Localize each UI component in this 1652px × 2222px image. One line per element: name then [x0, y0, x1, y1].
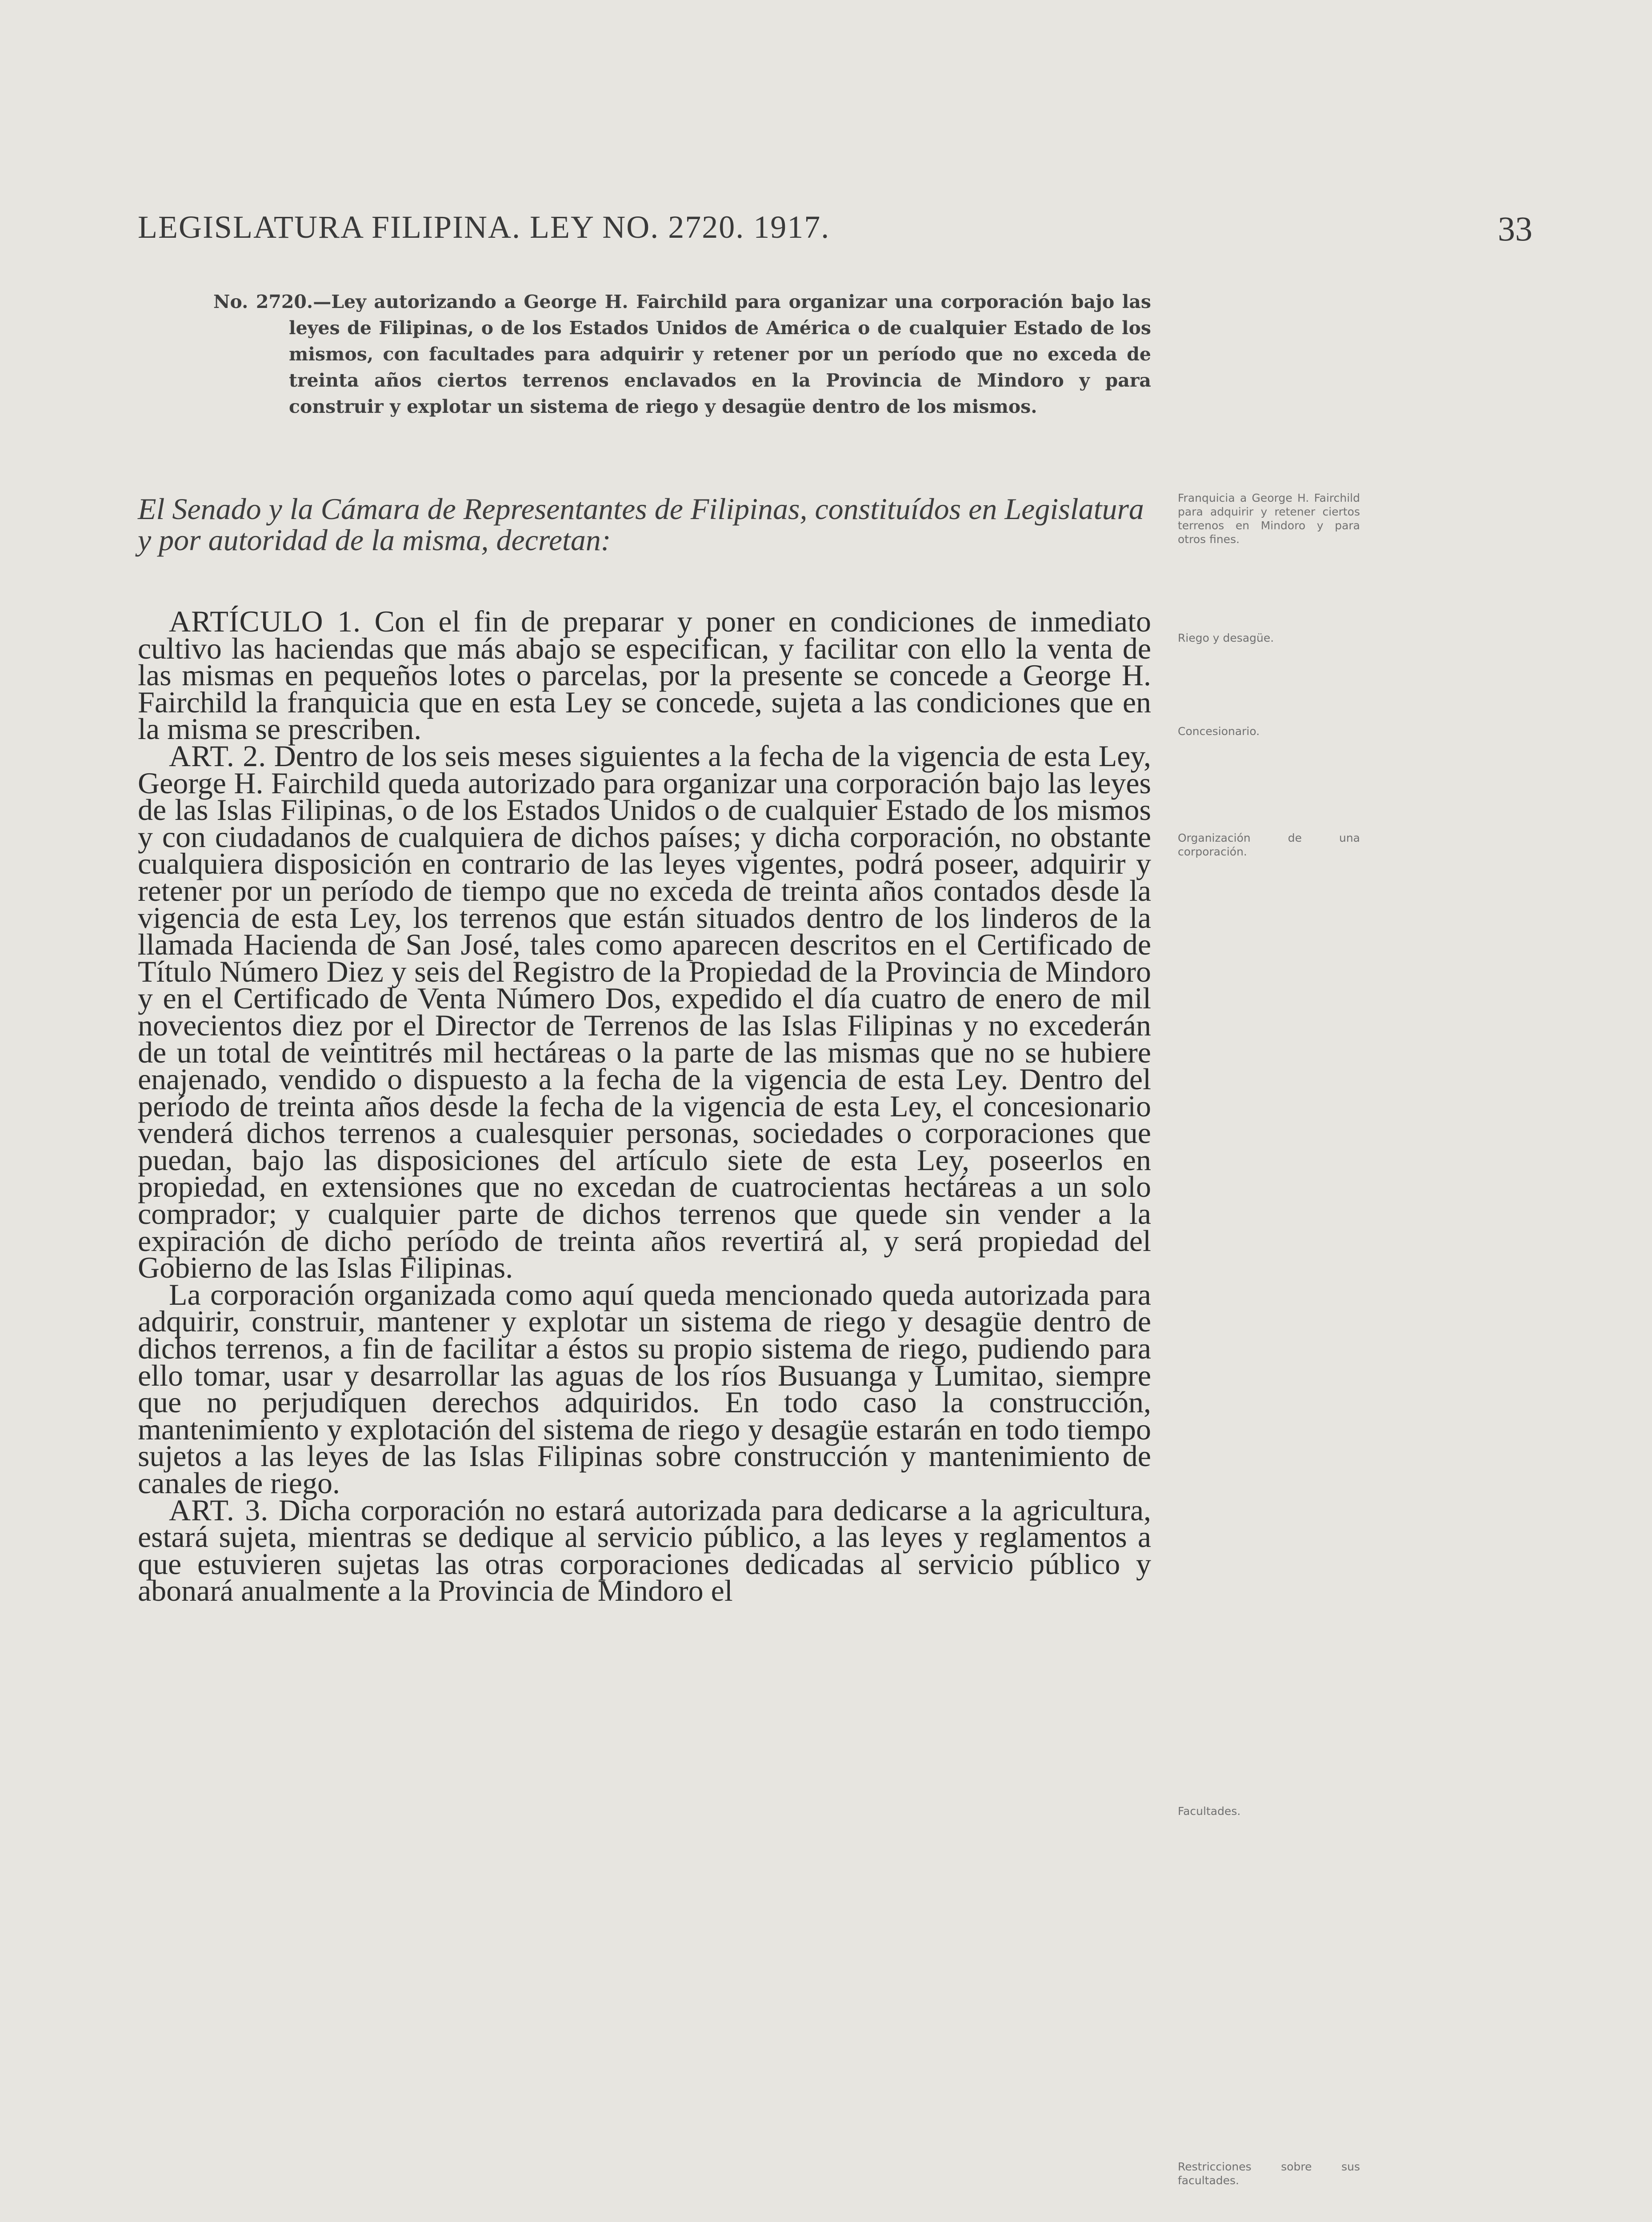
running-header: LEGISLATURA FILIPINA. LEY NO. 2720. 1917. [138, 209, 830, 245]
article-2 [138, 739, 1152, 1285]
article-2-paragraph-2 [138, 1277, 1151, 1500]
article-label: ART. 3. [169, 1493, 269, 1527]
margin-note-riego: Riego y desagüe. [1178, 631, 1274, 644]
article-text: Dicha corporación no estará autorizada para dedicarse a la agricultura, estará sujeta, mientras se dedique al servicio público, a las leyes y reglamentos a que estuvieren sujetas las otras corporaciones dedicadas al servicio público y abonará anualmente a la Provincia de Mindoro el [138, 1493, 1152, 1608]
article-text: La corporación organizada como aquí queda mencionado queda autorizada para adquirir, construir, mantener y explotar un sistema de riego y desagüe dentro de dichos terrenos, a fin de facilitar a éstos su propio sistema de riego, pudiendo para ello tomar, usar y desarrollar las aguas de los ríos Busuanga y Lumitao, siempre que no perjudiquen derechos adquiridos. En todo caso la construcción, mantenimiento y explotación del sistema de riego y desagüe estarán en todo tiempo sujetos a las leyes de las Islas Filipinas sobre construcción y mantenimiento de canales de riego. [138, 1277, 1151, 1500]
margin-note-restricciones: Restricciones sobre sus facultades. [1178, 2160, 1360, 2187]
article-text: Dentro de los seis meses siguientes a la fecha de la vigencia de esta Ley, George H. Fairchild queda autorizado para organizar una corporación bajo las leyes de las Islas Filipinas, o de los Estados Unidos o de cualquier Estado de los mismos y con ciudadanos de cualquiera de dichos países; y dicha corporación, no obstante cualquiera disposición en contrario de las leyes vigentes, podrá poseer, adquirir y retener por un período de tiempo que no exceda de treinta años contados desde la vigencia de esta Ley, los terrenos que están situados dentro de los linderos de la llamada Hacienda de San José, tales como aparecen descritos en el Certificado de Título Número Diez y seis del Registro de la Propiedad de la Provincia de Mindoro y en el Certificado de Venta Número Dos, expedido el día cuatro de enero de mil novecientos diez por el Director de Terrenos de las Islas Filipinas y no excederán de un total de veintitrés mil hectáreas o la parte de las mismas que no se hubiere enajenado, vendido o dispuesto a la fecha de la vigencia de esta Ley. Dentro del período de treinta años desde la fecha de la vigencia de esta Ley, el concesionario venderá dichos terrenos a cualesquier personas, sociedades o corporaciones que puedan, bajo las disposiciones del artículo siete de esta Ley, poseerlos en propiedad, en extensiones que no excedan de cuatrocientas hectáreas a un solo comprador; y cualquier parte de dichos terrenos que quede sin vender a la expiración de dicho período de treinta años revertirá al, y será propiedad del Gobierno de las Islas Filipinas. [138, 739, 1152, 1285]
article-label: ART. 2. [169, 739, 267, 773]
margin-note-franquicia: Franquicia a George H. Fairchild para adquirir y retener ciertos terrenos en Mindoro y para otros fines. [1178, 492, 1360, 546]
act-body [138, 604, 1152, 1608]
article-text: Con el fin de preparar y poner en condiciones de inmediato cultivo las haciendas que más abajo se especifican, y facilitar con ello la venta de las mismas en pequeños lotes o parcelas, por la presente se concede a George H. Fairchild la franquicia que en esta Ley se concede, sujeta a las condiciones que en la misma se prescriben. [138, 604, 1152, 746]
act-summary: No. 2720.—Ley autorizando a George H. Fairchild para organizar una corporación bajo las leyes de Filipinas, o de los Estados Unidos de América o de cualquier Estado de los mismos, con facultades para adquirir y retener por un período que no exceda de treinta años ciertos terrenos enclavados en la Provincia de Mindoro y para construir y explotar un sistema de riego y desagüe dentro de los mismos. [213, 291, 1151, 417]
margin-note-organizacion: Organización de una corporación. [1178, 831, 1360, 858]
article-label: ARTÍCULO 1. [169, 604, 361, 638]
page-number: 33 [1498, 209, 1532, 248]
article-3 [138, 1493, 1152, 1608]
margin-note-facultades: Facultades. [1178, 1805, 1241, 1818]
enacting-clause: El Senado y la Cámara de Representantes de Filipinas, constituídos en Legislatura y por autoridad de la misma, decretan: [138, 492, 1144, 557]
margin-note-concesionario: Concesionario. [1178, 725, 1260, 738]
article-1 [138, 604, 1152, 746]
